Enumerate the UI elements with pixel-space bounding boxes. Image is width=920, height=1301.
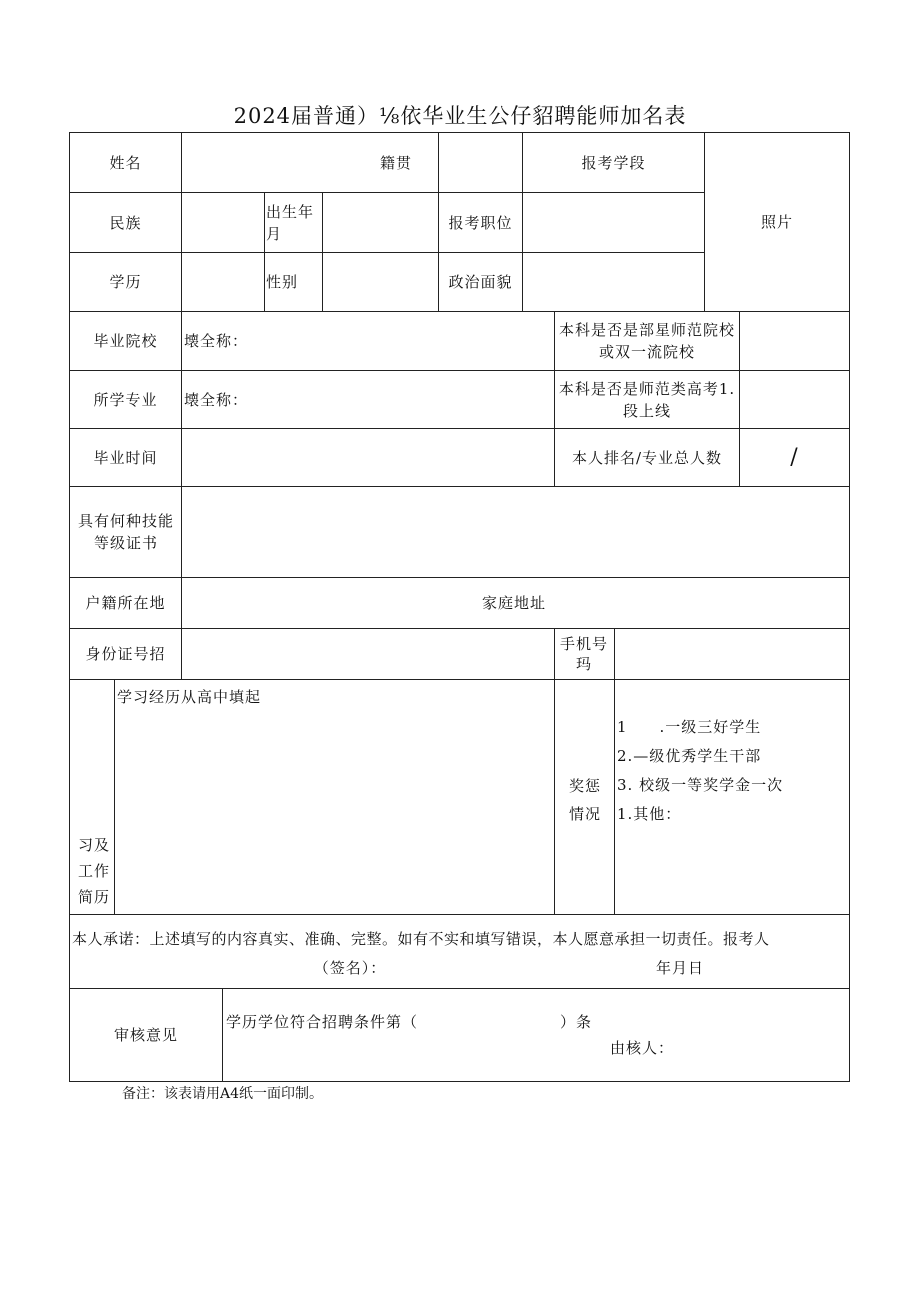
form-title: 2024届普通）⅛依华业生公仔貂聘能师加名表 <box>233 104 687 128</box>
education-field[interactable] <box>182 253 264 311</box>
ranking-label: 本人排名/专业总人数 <box>571 448 723 467</box>
date-label: 年月日 <box>655 959 704 977</box>
phone-field[interactable] <box>615 629 849 679</box>
normal-major-answer[interactable] <box>740 371 849 428</box>
political-status-label: 政治面貌 <box>448 273 513 291</box>
name-label: 姓名 <box>109 153 142 172</box>
resume-label: 习及工作简历 <box>77 836 110 906</box>
skills-field[interactable] <box>182 487 849 577</box>
awards-list[interactable] <box>617 713 847 913</box>
graduate-school-label: 毕业院校 <box>93 332 158 350</box>
gender-field[interactable] <box>323 253 438 311</box>
normal-major-question: 本科是否是师范类高考1. 段上线 <box>558 379 736 420</box>
name-field[interactable] <box>182 133 438 192</box>
gender-label: 性别 <box>266 273 299 291</box>
pledge-text: 本人承诺：上述填写的内容真实、准确、完整。如有不实和填写错误，本人愿意承担一切责任。报考人 <box>72 930 770 948</box>
review-label: 审核意见 <box>113 1026 178 1044</box>
study-experience-hint: 学习经历从高中填起 <box>117 688 262 706</box>
exam-stage-label: 报考学段 <box>581 153 646 172</box>
award-item: 2.—级优秀学生干部 <box>617 747 762 765</box>
skills-label: 具有何种技能等级证书 <box>77 512 174 552</box>
resume-field[interactable] <box>115 712 554 914</box>
award-item: 1 .一级三好学生 <box>617 718 762 736</box>
id-number-label: 身份证号招 <box>85 645 166 663</box>
photo-box[interactable]: 照片 <box>760 213 793 231</box>
id-number-field[interactable] <box>182 629 554 679</box>
award-item: 3. 校级一等奖学金一次 <box>617 776 784 794</box>
major-field[interactable]: 壊全称： <box>184 390 249 409</box>
ethnicity-label: 民族 <box>109 213 142 232</box>
normal-school-question: 本科是否是部星师范院校或双一流院校 <box>558 321 735 361</box>
household-field[interactable] <box>182 578 849 628</box>
education-label: 学历 <box>109 273 142 291</box>
signature-label: （签名）： <box>313 959 387 977</box>
graduation-time-field[interactable] <box>182 429 554 486</box>
ethnicity-field[interactable] <box>182 193 264 252</box>
ranking-field[interactable]: / <box>790 444 799 470</box>
footnote: 备注：该表请用A4纸一面印制。 <box>122 1086 324 1102</box>
normal-school-answer[interactable] <box>740 312 849 370</box>
graduation-time-label: 毕业时间 <box>93 448 158 467</box>
graduate-school-field[interactable]: 壊全称： <box>184 332 249 350</box>
major-label: 所学专业 <box>93 390 158 409</box>
birth-date-label: 出生年月 <box>266 202 315 243</box>
award-item: 1.其他： <box>617 805 682 823</box>
native-place-field[interactable] <box>439 133 522 192</box>
awards-label: 奖惩情况 <box>568 777 601 823</box>
phone-label: 手机号玛 <box>559 635 608 673</box>
position-label: 报考职位 <box>448 213 513 232</box>
position-field[interactable] <box>523 193 704 252</box>
political-status-field[interactable] <box>523 253 704 311</box>
native-place-label: 籍贯 <box>380 153 413 172</box>
home-address-label: 家庭地址 <box>482 594 547 612</box>
review-text-end: ）条 <box>560 1013 593 1031</box>
reviewer-label: 由核人： <box>610 1039 675 1057</box>
review-text: 学历学位符合招聘条件第（ <box>226 1013 419 1031</box>
household-label: 户籍所在地 <box>85 594 166 612</box>
birth-date-field[interactable] <box>323 193 438 252</box>
